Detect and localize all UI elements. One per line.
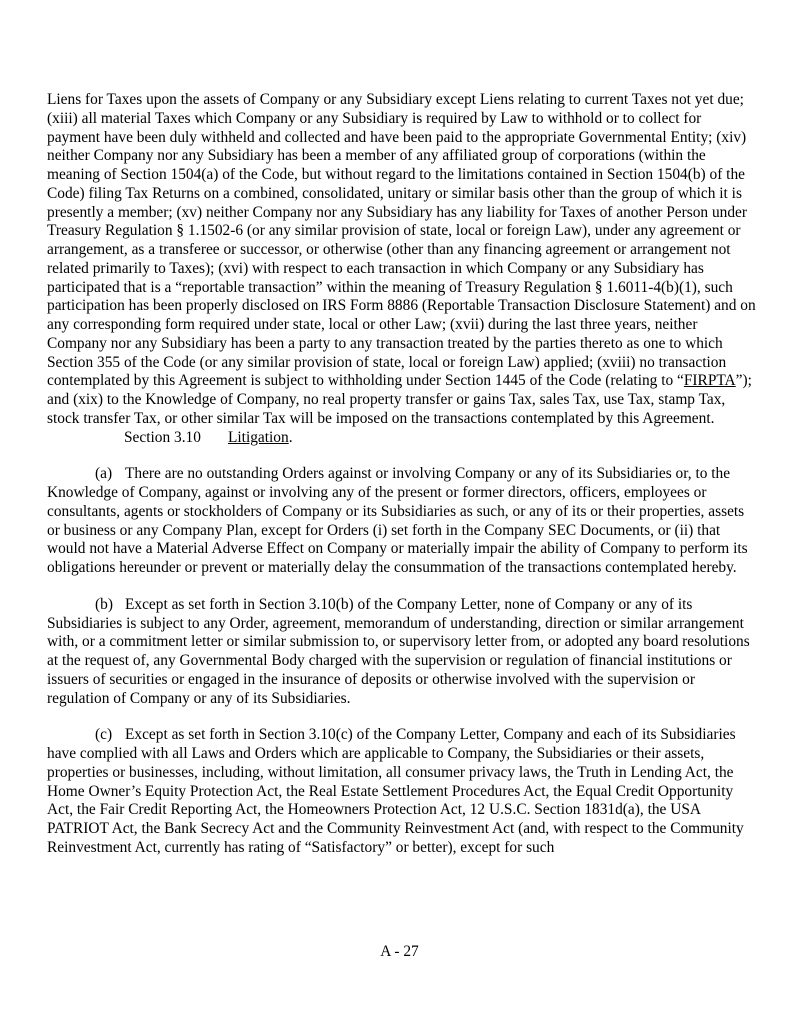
subsection-b bbox=[47, 596, 757, 709]
page-number: A - 27 bbox=[380, 943, 419, 960]
subsection-text: There are no outstanding Orders against or involving Company or any of its Subsidiaries or, to the Knowledge of Company, against or involving any of the present or former directors, officers, employees or consultants, agents or stockholders of Company or its Subsidiaries as such, or any of its or their properties, assets or business or any Company Plan, except for Orders (i) set forth in the Company SEC Documents, or (ii) that would not have a Material Adverse Effect on Company or materially impair the ability of Company to perform its obligations hereunder or prevent or materially delay the consummation of the transactions contemplated hereby. bbox=[47, 465, 748, 576]
subsection-label: (c) bbox=[95, 726, 113, 744]
subsection-a bbox=[47, 465, 757, 578]
subsection-label: (a) bbox=[95, 465, 113, 483]
continued-tax-paragraph bbox=[47, 91, 757, 429]
paragraph-text: ”); and (xix) to the Knowledge of Company, no real property transfer or gains Tax, sales Tax, use Tax, stamp Tax, stock transfer Tax, or other similar Tax will be imposed on the transactions contemplated by this Agreement. bbox=[47, 372, 752, 427]
section-title: Litigation bbox=[228, 428, 289, 446]
section-number: Section 3.10 bbox=[124, 428, 201, 446]
subsection-text: Except as set forth in Section 3.10(c) of the Company Letter, Company and each of its Subsidiaries have complied with all Laws and Orders which are applicable to Company, the Subsidiaries or their assets, properties or businesses, including, without limitation, all consumer privacy laws, the Truth in Lending Act, the Home Owner’s Equity Protection Act, the Real Estate Settlement Procedures Act, the Equal Credit Opportunity Act, the Fair Credit Reporting Act, the Homeowners Protection Act, 12 U.S.C. Section 1831d(a), the USA PATRIOT Act, the Bank Secrecy Act and the Community Reinvestment Act (and, with respect to the Community Reinvestment Act, currently has rating of “Satisfactory” or better), except for such bbox=[47, 726, 744, 856]
defined-term-firpta: FIRPTA bbox=[683, 372, 736, 390]
section-heading bbox=[47, 429, 757, 448]
subsection-label: (b) bbox=[95, 595, 113, 613]
subsection-c bbox=[47, 726, 757, 857]
page-footer bbox=[0, 943, 799, 961]
section-title-suffix: . bbox=[288, 428, 293, 446]
paragraph-text: Liens for Taxes upon the assets of Company or any Subsidiary except Liens relating to current Taxes not yet due; (xiii) all material Taxes which Company or any Subsidiary is required by Law to withhold or to collect for payment have been duly withheld and collected and have been paid to the appropriate Governmental Entity; (xiv) neither Company nor any Subsidiary has been a member of any affiliated group of corporations (within the meaning of Section 1504(a) of the Code, but without regard to the limitations contained in Section 1504(b) of the Code) filing Tax Returns on a combined, consolidated, unitary or similar basis other than the group of which it is presently a member; (xv) neither Company nor any Subsidiary has any liability for Taxes of another Person under Treasury Regulation § 1.1502-6 (or any similar provision of state, local or foreign Law), under any agreement or arrangement, as a transferee or successor, or otherwise (other than any financing agreement or arrangement not related primarily to Taxes); (xvi) with respect to each transaction in which Company or any Subsidiary has participated that is a “reportable transaction” within the meaning of Treasury Regulation § 1.6011-4(b)(1), such participation has been properly disclosed on IRS Form 8886 (Reportable Transaction Disclosure Statement) and on any corresponding form required under state, local or other Law; (xvii) during the last three years, neither Company nor any Subsidiary has been a party to any transaction treated by the parties thereto as one to which Section 355 of the Code (or any similar provision of state, local or foreign Law) applied; (xviii) no transaction contemplated by this Agreement is subject to withholding under Section 1445 of the Code (relating to “ bbox=[47, 91, 756, 390]
document-page bbox=[47, 91, 757, 858]
subsection-text: Except as set forth in Section 3.10(b) of the Company Letter, none of Company or any of its Subsidiaries is subject to any Order, agreement, memorandum of understanding, direction or similar arrangement with, or a commitment letter or similar submission to, or supervisory letter from, or adopted any board resolutions at the request of, any Governmental Body charged with the supervision or regulation of financial institutions or issuers of securities or engaged in the insurance of deposits or otherwise involved with the supervision or regulation of Company or any of its Subsidiaries. bbox=[47, 595, 750, 707]
